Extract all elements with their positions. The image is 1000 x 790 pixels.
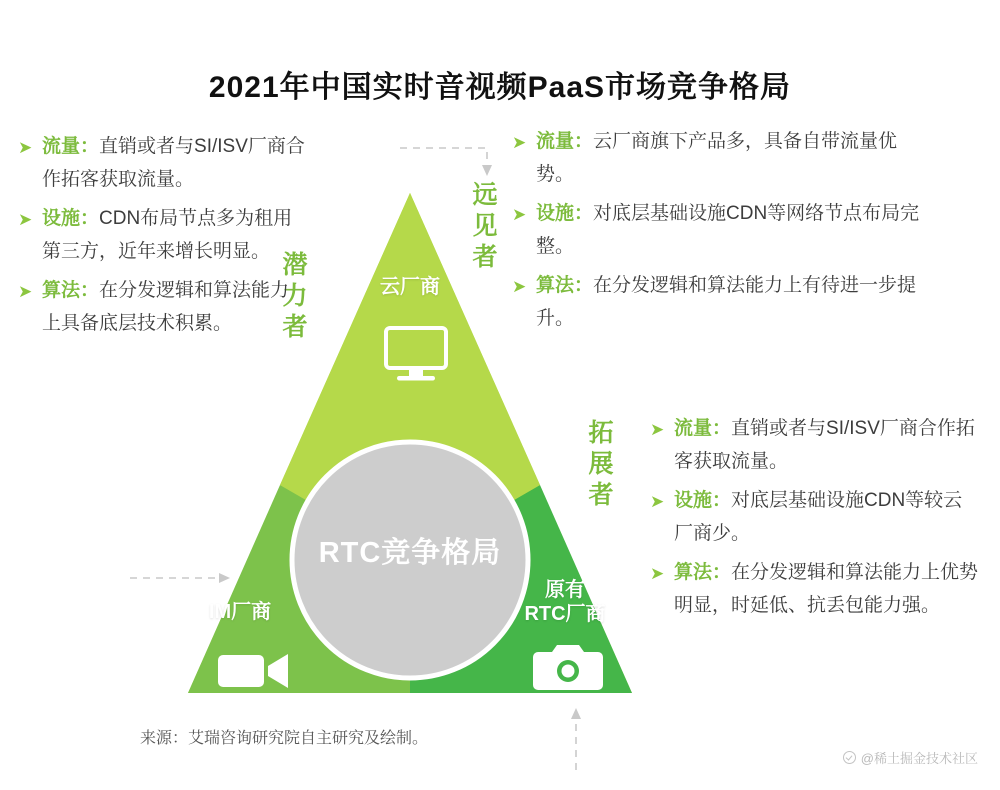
bullet-arrow-icon: ➤: [18, 282, 33, 301]
bullet-label: 算法：: [536, 275, 594, 296]
watermark: [843, 748, 978, 767]
bullet-label: 流量：: [536, 131, 594, 152]
node-label-cloud: 云厂商: [380, 276, 440, 298]
bullet-text: 直销或者与SI/ISV厂商合作拓客获取流量。: [674, 418, 975, 472]
bullets-visionary: [512, 125, 932, 341]
center-label: RTC竞争格局: [318, 537, 502, 569]
monitor-icon: [383, 325, 449, 390]
bullet-text: 直销或者与SI/ISV厂商合作拓客获取流量。: [42, 136, 305, 190]
bullet-text: 对底层基础设施CDN等较云厂商少。: [674, 490, 963, 544]
watermark-text: @稀土掘金技术社区: [860, 751, 978, 766]
bullet-text: 在分发逻辑和算法能力上有待进一步提升。: [536, 275, 917, 329]
bullet-arrow-icon: ➤: [18, 210, 33, 229]
bullet-item: [512, 197, 932, 263]
bullet-arrow-icon: ➤: [512, 277, 527, 296]
vertical-label-potential: 潜 力 者: [282, 251, 308, 341]
bullet-text: CDN布局节点多为租用第三方，近年来增长明显。: [42, 208, 293, 262]
bullet-label: 设施：: [674, 490, 732, 511]
node-label-rtc-line2: RTC厂商: [524, 603, 606, 625]
node-label-rtc-line1: 原有: [545, 579, 585, 601]
bullet-arrow-icon: ➤: [18, 138, 33, 157]
bullet-arrow-icon: ➤: [512, 205, 527, 224]
bullet-item: [512, 125, 932, 191]
bullet-arrow-icon: ➤: [650, 564, 665, 583]
bullet-arrow-icon: ➤: [650, 492, 665, 511]
node-label-rtc: [500, 578, 630, 626]
bullet-label: 算法：: [42, 280, 100, 301]
bullet-item: [512, 269, 932, 335]
node-label-im: IM厂商: [208, 601, 272, 623]
bullet-label: 流量：: [42, 136, 100, 157]
source-note: 来源：艾瑞咨询研究院自主研究及绘制。: [140, 730, 429, 747]
bullet-item: [18, 274, 308, 340]
bullet-item: [650, 556, 980, 622]
bullet-label: 流量：: [674, 418, 732, 439]
bullet-item: [18, 202, 308, 268]
bullet-text: 在分发逻辑和算法能力上具备底层技术积累。: [42, 280, 290, 334]
bullet-label: 算法：: [674, 562, 732, 583]
bullet-item: [650, 484, 980, 550]
bullet-label: 设施：: [42, 208, 100, 229]
bullet-item: [18, 130, 308, 196]
camera-icon: [532, 640, 604, 699]
vertical-label-expander: 拓 展 者: [588, 419, 614, 509]
bullet-arrow-icon: ➤: [512, 133, 527, 152]
vertical-label-visionary: 远 见 者: [472, 181, 498, 271]
bullets-potential: [18, 130, 308, 346]
bullet-text: 云厂商旗下产品多，具备自带流量优势。: [536, 131, 898, 185]
bullet-text: 对底层基础设施CDN等网络节点布局完整。: [536, 203, 920, 257]
bullet-label: 设施：: [536, 203, 594, 224]
bullets-expander: [650, 412, 980, 628]
bullet-item: [650, 412, 980, 478]
watermark-icon: [843, 751, 856, 764]
video-camera-icon: [215, 645, 295, 700]
bullet-text: 在分发逻辑和算法能力上优势明显，时延低、抗丢包能力强。: [674, 562, 979, 616]
page-title: 2021年中国实时音视频PaaS市场竞争格局: [208, 71, 792, 104]
bullet-arrow-icon: ➤: [650, 420, 665, 439]
